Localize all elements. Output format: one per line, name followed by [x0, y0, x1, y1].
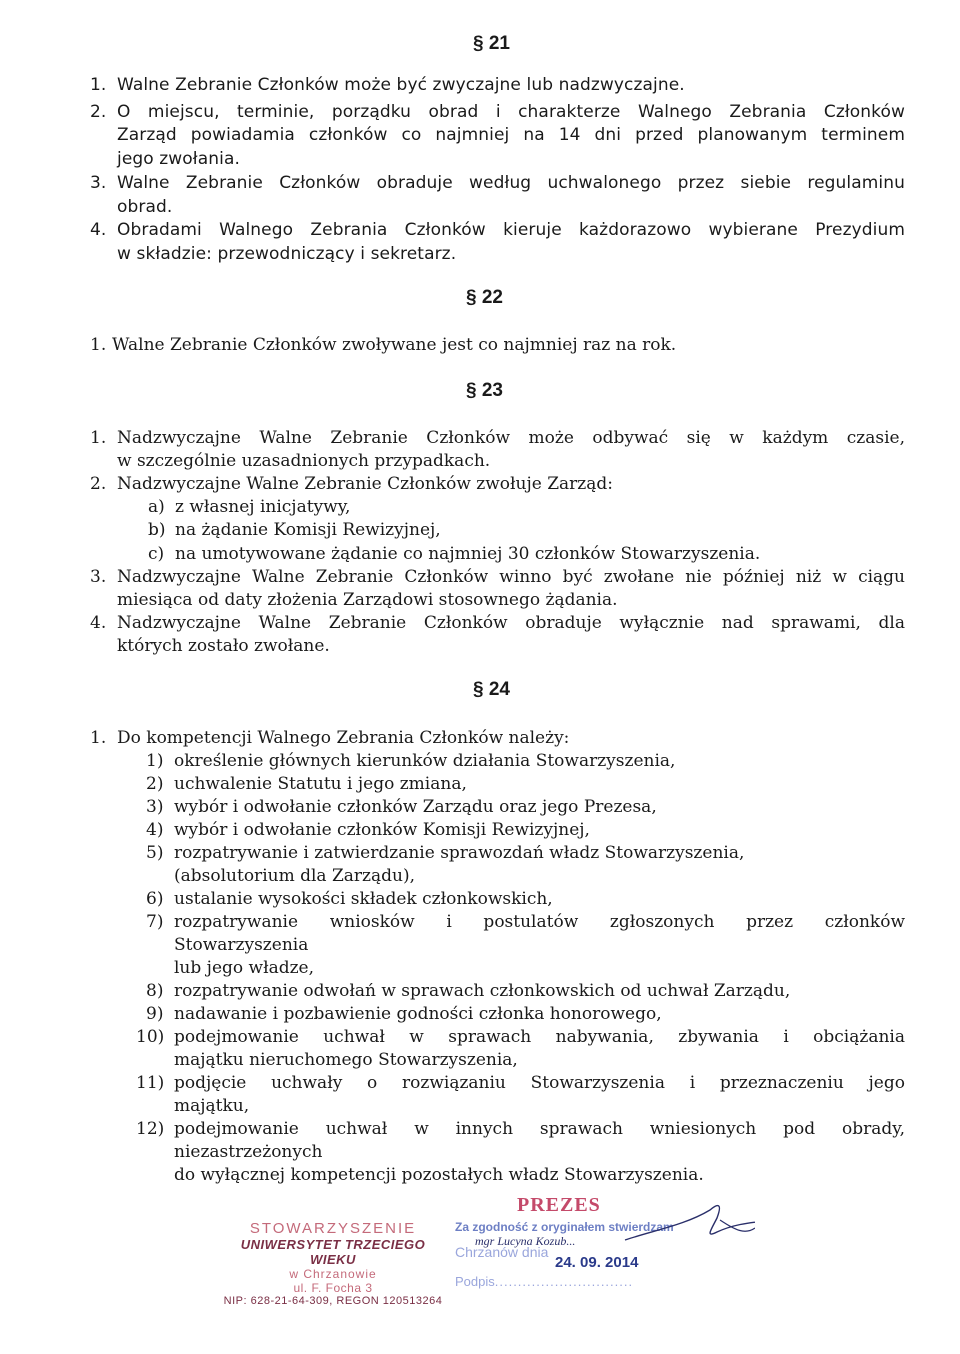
item-text-cont: do wyłącznej kompetencji pozostałych władz Stowarzyszenia. [174, 1165, 704, 1185]
association-stamp [218, 1220, 448, 1307]
item-text: uchwalenie Statutu i jego zmiana, [174, 774, 467, 794]
item-number: 3) [146, 797, 164, 817]
item-number: 12) [136, 1119, 165, 1139]
item-number: 3. [90, 173, 107, 193]
item-text-cont: Zarząd powiadamia członków co najmniej na 14 dni przed planowanym terminem [117, 125, 905, 145]
stamp-line: Podpis.............................. [455, 1274, 634, 1289]
item-number: 4. [90, 220, 107, 240]
item-text: wybór i odwołanie członków Zarządu oraz jego Prezesa, [174, 797, 657, 817]
item-text: Nadzwyczajne Walne Zebranie Członków może odbywać się w każdym czasie, [117, 428, 905, 448]
item-letter: c) [148, 544, 165, 564]
item-number: 10) [136, 1027, 165, 1047]
item-text-cont: niezastrzeżonych [174, 1142, 323, 1162]
item-text: Walne Zebranie Członków obraduje według uchwalonego przez siebie regulaminu [117, 173, 905, 193]
item-text: O miejscu, terminie, porządku obrad i charakterze Walnego Zebrania Członków [117, 102, 905, 122]
stamp-line: NIP: 628-21-64-309, REGON 120513264 [223, 1295, 443, 1307]
item-number: 2) [146, 774, 164, 794]
signature-caption: Podpis [455, 1274, 495, 1289]
item-text: na żądanie Komisji Rewizyjnej, [175, 520, 441, 540]
item-text: rozpatrywanie i zatwierdzanie sprawozdań władz Stowarzyszenia, [174, 843, 745, 863]
section-21-title: § 21 [473, 33, 510, 54]
item-text: rozpatrywanie odwołań w sprawach członkowskich od uchwał Zarządu, [174, 981, 791, 1001]
item-text-cont: jego zwołania. [117, 149, 240, 169]
item-text-cont: (absolutorium dla Zarządu), [174, 866, 415, 886]
item-text-cont: w szczególnie uzasadnionych przypadkach. [117, 451, 491, 471]
item-text: Obradami Walnego Zebrania Członków kieruje każdorazowo wybierane Prezydium [117, 220, 905, 240]
stamp-line: STOWARZYSZENIE [249, 1220, 417, 1237]
item-text: określenie głównych kierunków działania Stowarzyszenia, [174, 751, 676, 771]
item-text-cont: Stowarzyszenia [174, 935, 309, 955]
item-text: ustalanie wysokości składek członkowskich, [174, 889, 553, 909]
item-number: 9) [146, 1004, 164, 1024]
item-text: podjęcie uchwały o rozwiązaniu Stowarzyszenia i przeznaczeniu jego [174, 1073, 905, 1093]
item-text-cont: lub jego władze, [174, 958, 315, 978]
item-number: 4. [90, 613, 107, 633]
item-text: Nadzwyczajne Walne Zebranie Członków zwołuje Zarząd: [117, 474, 614, 494]
item-number: 1. [90, 728, 107, 748]
item-text: nadawanie i pozbawienie godności członka honorowego, [174, 1004, 662, 1024]
item-text: Nadzwyczajne Walne Zebranie Członków winno być zwołane nie później niż w ciągu [117, 567, 905, 587]
stamp-line: Chrzanów dnia [455, 1244, 549, 1260]
item-number: 7) [146, 912, 164, 932]
item-text-cont: majątku, [174, 1096, 250, 1116]
item-text: Nadzwyczajne Walne Zebranie Członków obraduje wyłącznie nad sprawami, dla [117, 613, 905, 633]
item-number: 5) [146, 843, 164, 863]
item-text: rozpatrywanie wniosków i postulatów zgłoszonych przez członków [174, 912, 905, 932]
stamp-line: w Chrzanowie [289, 1267, 377, 1281]
certification-stamp [455, 1190, 755, 1300]
item-number: 3. [90, 567, 107, 587]
item-letter: b) [148, 520, 166, 540]
item-text-cont: majątku nieruchomego Stowarzyszenia, [174, 1050, 518, 1070]
item-number: 1. [90, 428, 107, 448]
signature-icon [455, 1190, 755, 1300]
item-text-cont: obrad. [117, 197, 173, 217]
item-text-cont: w składzie: przewodniczący i sekretarz. [117, 244, 457, 264]
item-text: podejmowanie uchwał w sprawach nabywania, zbywania i obciążania [174, 1027, 905, 1047]
item-number: 1. [90, 75, 107, 95]
item-text: podejmowanie uchwał w innych sprawach wniesionych pod obrady, [174, 1119, 905, 1139]
item-text-cont: miesiąca od daty złożenia Zarządowi stosownego żądania. [117, 590, 618, 610]
item-number: 2. [90, 102, 107, 122]
item-number: 1. [90, 335, 107, 355]
item-number: 11) [136, 1073, 165, 1093]
item-text-cont: których zostało zwołane. [117, 636, 330, 656]
item-text: Walne Zebranie Członków może być zwyczajne lub nadzwyczajne. [117, 75, 685, 95]
item-text: Walne Zebranie Członków zwoływane jest co najmniej raz na rok. [112, 335, 677, 355]
item-text: wybór i odwołanie członków Komisji Rewizyjnej, [174, 820, 590, 840]
section-22-title: § 22 [466, 287, 503, 308]
item-number: 6) [146, 889, 164, 909]
item-number: 2. [90, 474, 107, 494]
stamp-line: ul. F. Focha 3 [293, 1281, 373, 1295]
item-text: na umotywowane żądanie co najmniej 30 członków Stowarzyszenia. [175, 544, 761, 564]
section-24-title: § 24 [473, 679, 510, 700]
item-text: z własnej inicjatywy, [175, 497, 351, 517]
item-letter: a) [148, 497, 165, 517]
stamp-line: Za zgodność z oryginałem stwierdzam [455, 1220, 674, 1234]
item-number: 4) [146, 820, 164, 840]
section-23-title: § 23 [466, 380, 503, 401]
stamp-title: PREZES [517, 1194, 601, 1216]
stamp-line: UNIWERSYTET TRZECIEGO WIEKU [240, 1237, 426, 1267]
item-text: Do kompetencji Walnego Zebrania Członków należy: [117, 728, 570, 748]
stamp-line: mgr Lucyna Kozub... [475, 1234, 576, 1248]
stamp-date: 24. 09. 2014 [555, 1254, 639, 1271]
item-number: 8) [146, 981, 164, 1001]
item-number: 1) [146, 751, 164, 771]
